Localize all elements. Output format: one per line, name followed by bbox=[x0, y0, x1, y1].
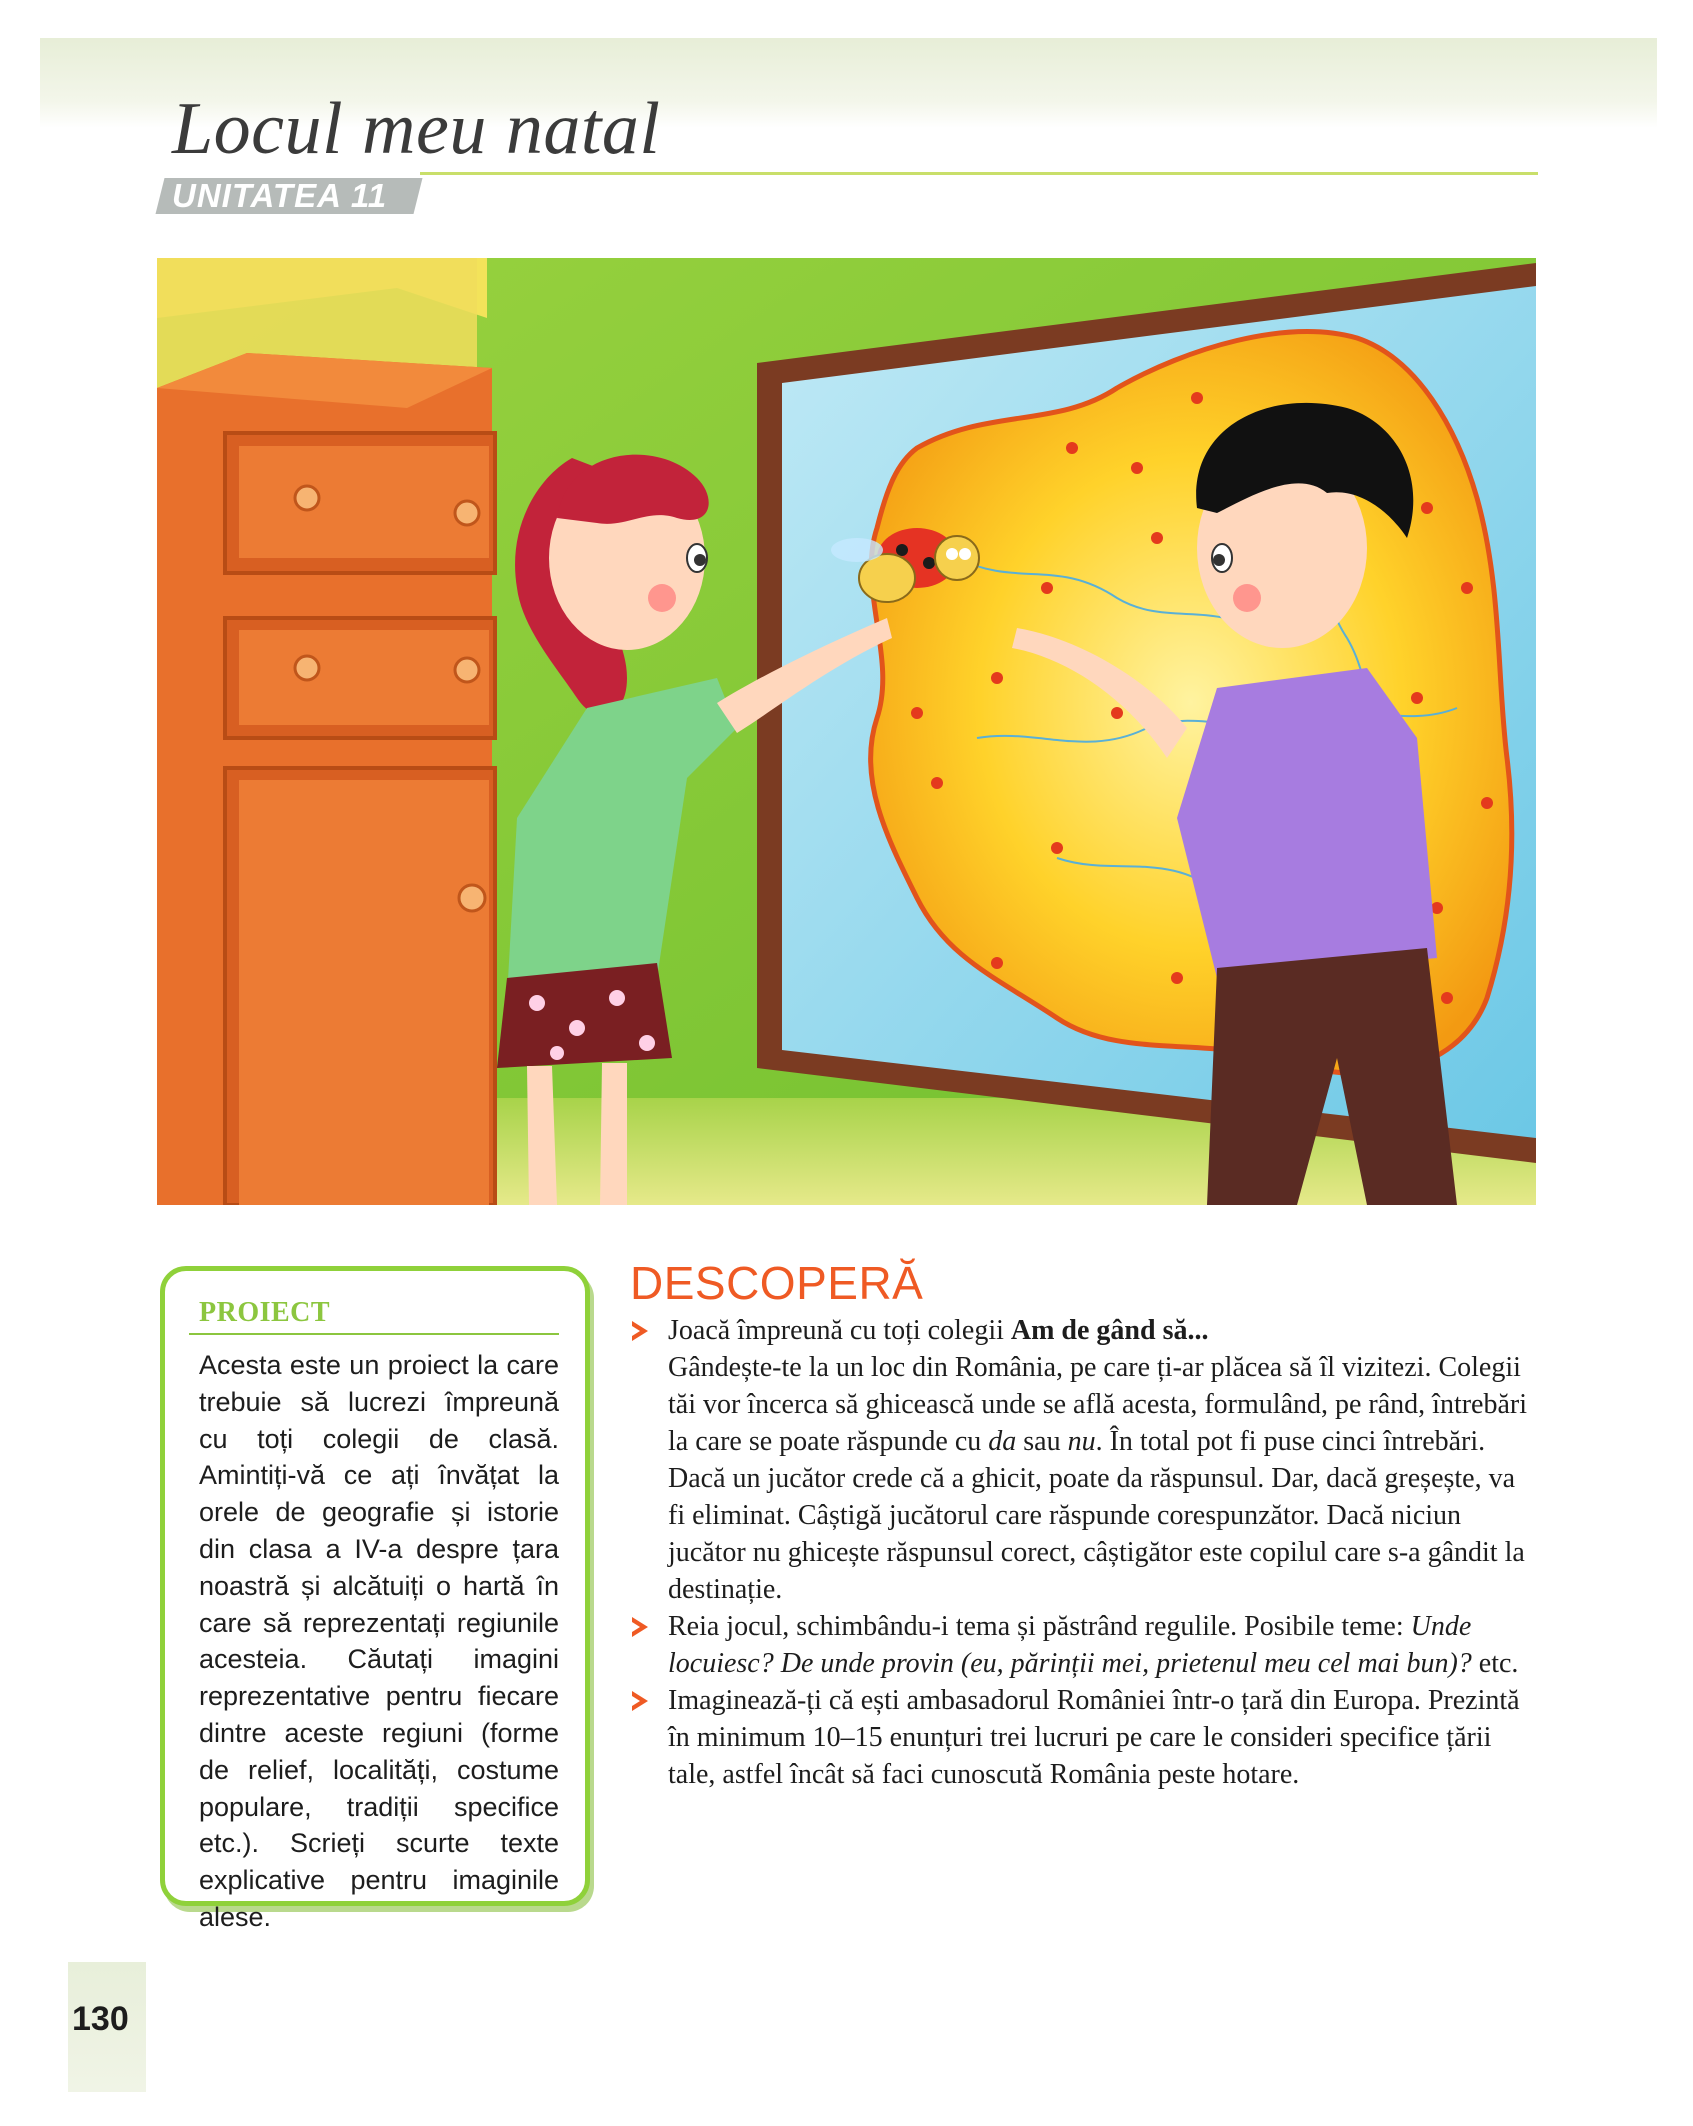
project-heading: PROIECT bbox=[189, 1297, 559, 1335]
project-text: Acesta este un proiect la care trebuie să lucrezi împreună cu toți colegii de clasă. Amintiți-vă ce ați învățat la orele de geografie și istorie din clasa a IV-a despre țara noastră și alcătuiți o hartă în care să reprezentați regiunile acesteia. Căutați imagini reprezentative pentru fiecare dintre aceste regiuni (forme de relief, localități, costume populare, tradiții specifice etc.). Scrieți scurte texte explicative pentru imaginile alese. bbox=[199, 1350, 559, 1932]
discover-heading: DESCOPERĂ bbox=[630, 1257, 924, 1309]
arrow-bullet-icon bbox=[632, 1321, 648, 1341]
illustration-children-map bbox=[157, 258, 1536, 1205]
title-underline bbox=[420, 172, 1538, 175]
discover-list bbox=[630, 1312, 1538, 1793]
cabinet bbox=[157, 353, 495, 1205]
arrow-bullet-icon bbox=[632, 1617, 648, 1637]
project-box bbox=[160, 1266, 590, 1932]
page-title: Locul meu natal bbox=[172, 88, 661, 170]
unit-label: UNITATEA 11 bbox=[172, 177, 388, 214]
theme-examples: Unde locuiesc? De unde provin (eu, părinții mei, prietenul meu cel mai bun)? bbox=[668, 1611, 1472, 1679]
page-number: 130 bbox=[72, 2000, 129, 2038]
game-name: Am de gând să... bbox=[1010, 1315, 1209, 1346]
arrow-bullet-icon bbox=[632, 1691, 648, 1711]
discover-item-ambassador: Imaginează-ți că ești ambasadorul României într-o țară din Europa. Prezintă în minimum 10–15 enunțuri trei lucruri pe care le consideri specifice țării tale, astfel încât să faci cunoscută România peste hotare. bbox=[630, 1682, 1538, 1793]
discover-item-game: Joacă împreună cu toți colegii Am de gând să... Gândește-te la un loc din România, pe care ți-ar plăcea să îl vizitezi. Colegii tăi vor încerca să ghicească unde se află acesta, formulând, pe rând, întrebări la care se poate răspunde cu da sau nu. În total pot fi puse cinci întrebări. Dacă un jucător crede că a ghicit, poate da răspunsul. Dar, dacă greșește, va fi eliminat. Câștigă jucătorul care răspunde corespunzător. Dacă niciun jucător nu ghicește răspunsul corect, câștigător este copilul care s-a gândit la destinație. bbox=[630, 1312, 1538, 1608]
discover-item-themes: Reia jocul, schimbându-i tema și păstrând regulile. Posibile teme: Unde locuiesc? De unde provin (eu, părinții mei, prietenul meu cel mai bun)? etc. bbox=[630, 1608, 1538, 1682]
